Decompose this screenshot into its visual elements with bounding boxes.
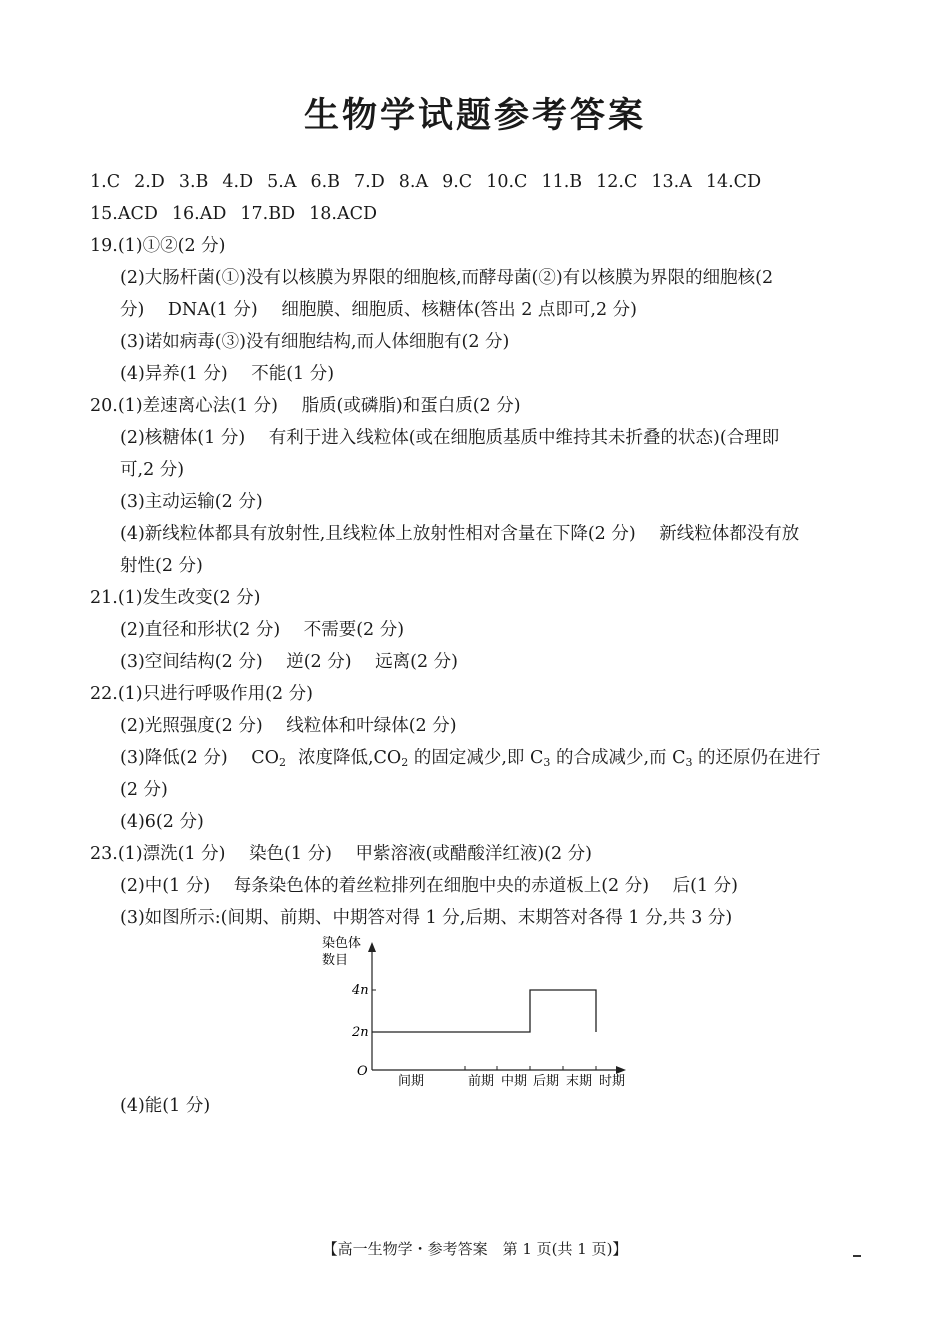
mc-answer: 12.C <box>596 172 638 192</box>
y-tick-label: 2n <box>352 1025 369 1040</box>
q23-text: 甲紫溶液(或醋酸洋红液)(2 分) <box>355 844 593 864</box>
q21-line-2 <box>120 618 404 642</box>
mc-answer: 11.B <box>541 172 583 192</box>
x-category-label: 后期 <box>532 1074 560 1089</box>
mc-answer: 8.A <box>398 172 429 192</box>
q23-line-2 <box>120 874 738 898</box>
page-title: 生物学试题参考答案 <box>303 96 646 136</box>
q22-line-1: 22.(1)只进行呼吸作用(2 分) <box>90 684 313 704</box>
x-category-label: 间期 <box>397 1074 425 1089</box>
q23-line-3: (3)如图所示:(间期、前期、中期答对得 1 分,后期、末期答对各得 1 分,共 3 分) <box>120 908 733 928</box>
q22-text: 的还原仍在进行 <box>698 748 821 768</box>
q19-text: 不能(1 分) <box>251 364 335 384</box>
co2-formula <box>251 748 286 768</box>
q22-text: 的固定减少,即 C <box>413 748 544 768</box>
mc-answer: 6.B <box>310 172 341 192</box>
q21-line-1: 21.(1)发生改变(2 分) <box>90 588 261 608</box>
q20-line-4: (3)主动运输(2 分) <box>120 492 263 512</box>
q20-line-3: 可,2 分) <box>120 460 185 480</box>
subscript: 2 <box>278 756 286 769</box>
q19-line-5 <box>120 362 334 386</box>
q23-line-1 <box>90 842 592 866</box>
mc-answer: 10.C <box>486 172 528 192</box>
q21-text: (2)直径和形状(2 分) <box>120 620 281 640</box>
subscript: 3 <box>685 756 693 769</box>
mc-answer: 13.A <box>651 172 692 192</box>
q21-text: 不需要(2 分) <box>303 620 405 640</box>
q19-text: (4)异养(1 分) <box>120 364 228 384</box>
q23-line-4: (4)能(1 分) <box>120 1096 211 1116</box>
q21-text: 远离(2 分) <box>375 652 459 672</box>
q23-text: 后(1 分) <box>672 876 739 896</box>
mc-answer: 3.B <box>178 172 209 192</box>
q20-line-2 <box>120 426 779 450</box>
mc-answer: 15.ACD <box>90 204 158 224</box>
q22-line-4: (2 分) <box>120 780 168 800</box>
mc-answers-row-1 <box>90 170 775 194</box>
q19-line-3 <box>120 298 637 322</box>
mc-answer: 14.CD <box>705 172 762 192</box>
x-axis-arrow <box>616 1066 626 1074</box>
subscript: 3 <box>543 756 551 769</box>
x-axis-label: 时期 <box>598 1074 626 1089</box>
y-axis-label-line-2: 数目 <box>322 953 349 968</box>
q22-line-5: (4)6(2 分) <box>120 812 204 832</box>
x-category-label: 前期 <box>467 1074 495 1089</box>
q20-text: (4)新线粒体都具有放射性,且线粒体上放射性相对含量在下降(2 分) <box>120 524 636 544</box>
q19-text: 分) <box>120 300 145 320</box>
q23-text: 每条染色体的着丝粒排列在细胞中央的赤道板上(2 分) <box>233 876 650 896</box>
q20-line-5 <box>120 522 799 546</box>
chromosome-count-line <box>372 990 596 1032</box>
co-text: CO <box>251 748 279 768</box>
co2-formula <box>374 748 409 768</box>
chromosome-count-chart <box>300 930 660 1095</box>
y-tick-label: 4n <box>352 983 369 998</box>
mc-answers-row-2 <box>90 202 391 226</box>
q22-line-3 <box>120 746 821 775</box>
x-category-label: 中期 <box>500 1074 528 1089</box>
mc-answer: 17.BD <box>240 204 296 224</box>
mc-answer: 2.D <box>134 172 165 192</box>
q21-text: (3)空间结构(2 分) <box>120 652 263 672</box>
y-axis-arrow <box>368 942 376 952</box>
q19-line-1: 19.(1)①②(2 分) <box>90 236 226 256</box>
q20-text: 脂质(或磷脂)和蛋白质(2 分) <box>301 396 521 416</box>
q22-text: (2)光照强度(2 分) <box>120 716 263 736</box>
mc-answer: 7.D <box>354 172 385 192</box>
q19-text: 细胞膜、细胞质、核糖体(答出 2 点即可,2 分) <box>281 300 638 320</box>
q23-text: (2)中(1 分) <box>120 876 211 896</box>
mc-answer: 5.A <box>267 172 297 192</box>
q20-text: 新线粒体都没有放 <box>659 524 800 544</box>
q21-line-3 <box>120 650 458 674</box>
q20-line-1 <box>90 394 521 418</box>
page-footer: 【高一生物学・参考答案 第 1 页(共 1 页)】 <box>322 1240 628 1258</box>
x-category-label: 末期 <box>565 1074 593 1089</box>
q20-text: 20.(1)差速离心法(1 分) <box>90 396 278 416</box>
corner-mark <box>853 1255 861 1257</box>
q22-line-2 <box>120 714 457 738</box>
mc-answer: 16.AD <box>171 204 227 224</box>
mc-answer: 18.ACD <box>309 204 378 224</box>
q23-text: 染色(1 分) <box>249 844 332 864</box>
q23-text: 23.(1)漂洗(1 分) <box>90 844 226 864</box>
q19-line-4: (3)诺如病毒(③)没有细胞结构,而人体细胞有(2 分) <box>120 332 510 352</box>
q22-text: 的合成减少,而 C <box>555 748 686 768</box>
q22-text: 线粒体和叶绿体(2 分) <box>286 716 457 736</box>
q22-text: 浓度降低, <box>297 748 374 768</box>
q21-text: 逆(2 分) <box>286 652 352 672</box>
q19-line-2: (2)大肠杆菌(①)没有以核膜为界限的细胞核,而酵母菌(②)有以核膜为界限的细胞核(2 <box>120 268 774 288</box>
origin-label: O <box>357 1064 368 1079</box>
y-axis-label-line-1: 染色体 <box>322 936 362 951</box>
q20-text: (2)核糖体(1 分) <box>120 428 246 448</box>
mc-answer: 1.C <box>90 172 121 192</box>
mc-answer: 9.C <box>442 172 473 192</box>
q20-text: 有利于进入线粒体(或在细胞质基质中维持其未折叠的状态)(合理即 <box>268 428 780 448</box>
mc-answer: 4.D <box>222 172 254 192</box>
co-text: CO <box>373 748 402 768</box>
subscript: 2 <box>401 756 409 769</box>
q20-line-6: 射性(2 分) <box>120 556 203 576</box>
q22-text: (3)降低(2 分) <box>120 748 228 768</box>
q19-text: DNA(1 分) <box>167 300 258 320</box>
